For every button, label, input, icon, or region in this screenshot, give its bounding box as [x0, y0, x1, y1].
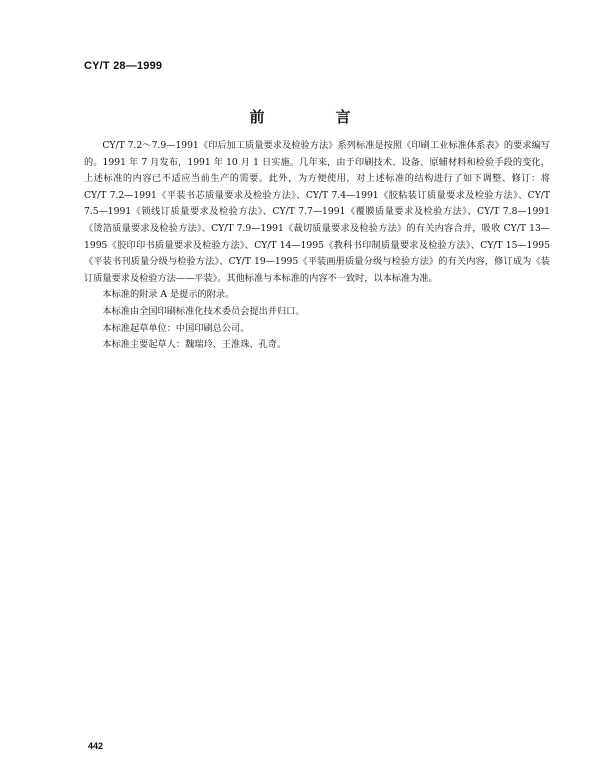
foreword-paragraph-appendix: 本标准的附录 A 是提示的附录。: [102, 289, 235, 301]
foreword-paragraph-drafting-unit: 本标准起草单位：中国印刷总公司。: [102, 322, 250, 334]
foreword-paragraph-drafters: 本标准主要起草人：魏瑞玲、王淮珠、孔奇。: [102, 339, 287, 351]
page-number: 442: [88, 741, 104, 751]
foreword-paragraph-main: CY/T 7.2～7.9—1991《印后加工质量要求及检验方法》系列标准是按照《印刷工业标准体系表》的要求编写的。1991 年 7 月发布，1991 年 10 月 1 日实施。几年来，由于印刷技术、设备、原辅材料和检验手段的变化，上述标准的内容已不适应当前生产的需要。此外，为方便使用，对上述标准的结构进行了如下调整、修订：将 CY/T 7.2—1991《平装书芯质量要求及检验方法》、CY/T 7.4—1991《胶粘装订质量要求及检验方法》、CY/T 7.5—1991《锁线订质量要求及检验方法》、CY/T 7.7—1991《覆膜质量要求及检验方法》、CY/T 7.8—1991《烫箔质量要求及检验方法》、CY/T 7.9—1991《裁切质量要求及检验方法》的有关内容合并，吸收 CY/T 13—1995《胶印印书质量要求及检验方法》、CY/T 14—1995《教科书印制质量要求及检验方法》、CY/T 15—1995《平装书刊质量分级与检验方法》、CY/T 19—1995《平装画册质量分级与检验方法》的有关内容，修订成为《装订质量要求及检验方法——平装》。其他标准与本标准的内容不一致时，以本标准为准。: [84, 140, 550, 284]
foreword-body: [84, 138, 550, 354]
page-title: 前 言: [249, 108, 379, 126]
standard-code: CY/T 28—1999: [84, 60, 163, 72]
foreword-paragraph-proposer: 本标准由全国印刷标准化技术委员会提出并归口。: [102, 305, 305, 317]
